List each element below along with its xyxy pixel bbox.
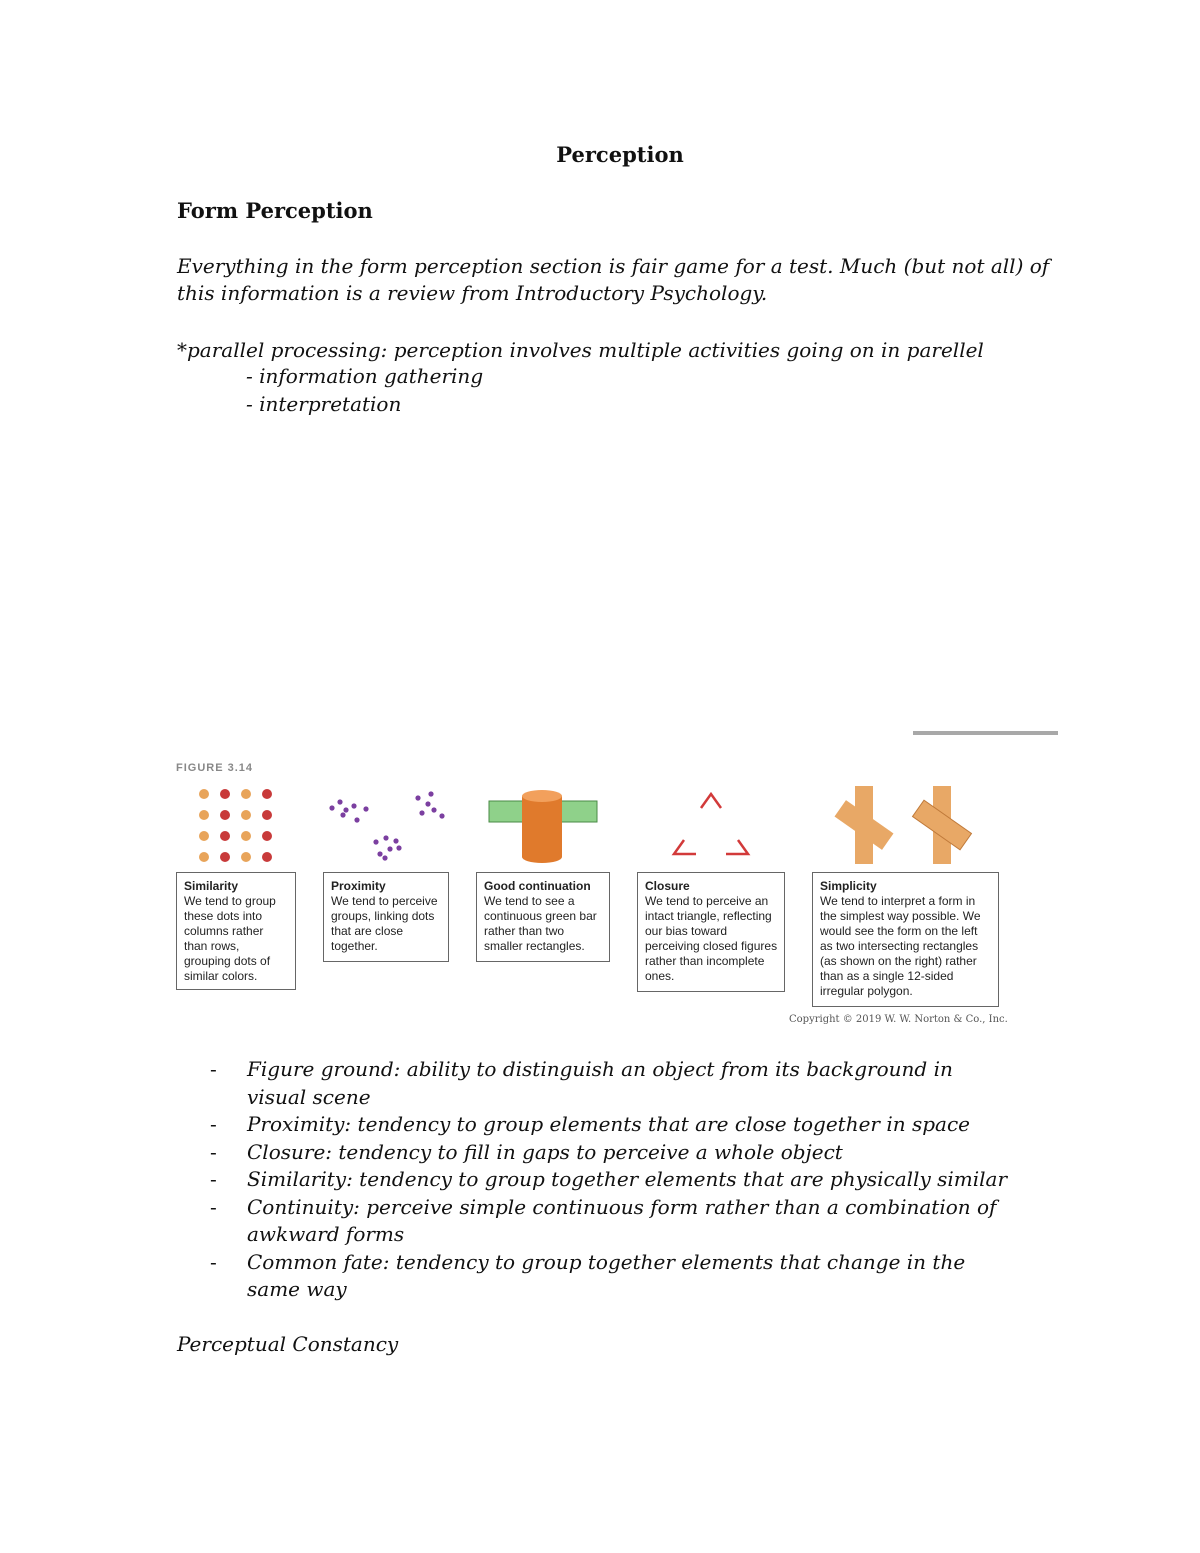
- figure-box-similarity: [176, 872, 296, 990]
- similarity-dot: [262, 810, 272, 820]
- box-heading: Simplicity: [820, 879, 877, 893]
- bullet-marker: -: [210, 1057, 217, 1081]
- similarity-dot: [241, 852, 251, 862]
- closure-triangle-fragments: [674, 794, 748, 854]
- proximity-dot: [363, 806, 368, 811]
- similarity-dot: [199, 852, 209, 862]
- list-item-text: Closure: tendency to fill in gaps to perceive a whole object: [247, 1139, 843, 1164]
- box-heading: Good continuation: [484, 879, 591, 893]
- proximity-dot: [387, 846, 392, 851]
- box-heading: Proximity: [331, 879, 386, 893]
- list-item-text: Proximity: tendency to group elements that are close together in space: [247, 1112, 971, 1136]
- proximity-dot: [393, 838, 398, 843]
- box-text: We tend to see a continuous green bar rather than two smaller rectangles.: [484, 894, 597, 953]
- proximity-dot: [329, 805, 334, 810]
- similarity-dot: [220, 810, 230, 820]
- similarity-dot: [199, 810, 209, 820]
- list-item: [210, 1249, 1010, 1304]
- figure-box-simplicity: [812, 872, 999, 1007]
- proximity-dots: [329, 791, 444, 860]
- good-continuation-shape: [489, 790, 597, 863]
- figure-box-good-continuation: [476, 872, 610, 962]
- similarity-dot: [220, 831, 230, 841]
- similarity-dot: [262, 852, 272, 862]
- proximity-dot: [382, 855, 387, 860]
- proximity-dot: [428, 791, 433, 796]
- proximity-dot: [419, 810, 424, 815]
- proximity-dot: [425, 801, 430, 806]
- figure-box-closure: [637, 872, 785, 992]
- list-item: [210, 1166, 1010, 1194]
- list-item: [210, 1111, 1010, 1139]
- box-text: We tend to group these dots into columns rather than rows, grouping dots of similar colors.: [184, 894, 276, 983]
- list-item: [210, 1194, 1010, 1249]
- proximity-dot: [340, 812, 345, 817]
- similarity-dot: [199, 831, 209, 841]
- parallel-item-2: - interpretation: [246, 392, 402, 416]
- similarity-dot: [262, 789, 272, 799]
- proximity-dot: [373, 839, 378, 844]
- proximity-dot: [354, 817, 359, 822]
- proximity-dot: [377, 851, 382, 856]
- list-item-text: Figure ground: ability to distinguish an object from its background in visual scene: [247, 1057, 953, 1109]
- proximity-dot: [396, 845, 401, 850]
- parallel-item-1: - information gathering: [246, 364, 484, 388]
- proximity-dot: [351, 803, 356, 808]
- page-title: Perception: [556, 142, 684, 167]
- figure-copyright: Copyright © 2019 W. W. Norton & Co., Inc.: [789, 1014, 1008, 1025]
- bullet-marker: -: [210, 1194, 217, 1219]
- bullet-marker: -: [210, 1167, 217, 1191]
- box-text: We tend to perceive groups, linking dots that are close together.: [331, 894, 438, 953]
- gestalt-figure-illustrations: [170, 780, 1010, 875]
- intro-line-2: this information is a review from Introductory Psychology.: [177, 281, 768, 305]
- similarity-dot: [241, 831, 251, 841]
- proximity-dot: [415, 795, 420, 800]
- gestalt-principles-list: [210, 1056, 1010, 1304]
- proximity-dot: [337, 799, 342, 804]
- list-item-text: Common fate: tendency to group together elements that change in the same way: [247, 1249, 966, 1301]
- bullet-marker: -: [210, 1139, 217, 1164]
- similarity-dot: [241, 810, 251, 820]
- figure-label: FIGURE 3.14: [176, 762, 254, 774]
- similarity-dot: [220, 789, 230, 799]
- list-item: [210, 1056, 1010, 1111]
- proximity-dot: [343, 807, 348, 812]
- section-heading: Form Perception: [177, 198, 373, 223]
- similarity-dot: [241, 789, 251, 799]
- proximity-dot: [431, 807, 436, 812]
- intro-line-1: Everything in the form perception section is fair game for a test. Much (but not all) of: [177, 254, 1050, 278]
- subsection-heading: Perceptual Constancy: [177, 1332, 399, 1356]
- bullet-marker: -: [210, 1249, 217, 1274]
- simplicity-shapes: [835, 786, 972, 864]
- proximity-dot: [383, 835, 388, 840]
- box-text: We tend to interpret a form in the simplest way possible. We would see the form on the left as two intersecting rectangles (as shown on the right) rather than as a single 12-sided irregular polygon.: [820, 894, 981, 998]
- box-heading: Closure: [645, 879, 690, 893]
- proximity-dot: [439, 813, 444, 818]
- list-item-text: Similarity: tendency to group together elements that are physically similar: [247, 1167, 1008, 1191]
- similarity-dot: [199, 789, 209, 799]
- list-item-text: Continuity: perceive simple continuous form rather than a combination of awkward forms: [247, 1194, 997, 1246]
- figure-box-proximity: [323, 872, 449, 962]
- similarity-dot: [262, 831, 272, 841]
- list-item: [210, 1139, 1010, 1167]
- similarity-dots: [199, 789, 272, 862]
- parallel-processing-line: *parallel processing: perception involves multiple activities going on in parellel: [177, 338, 984, 362]
- box-text: We tend to perceive an intact triangle, reflecting our bias toward perceiving closed figures rather than incomplete ones.: [645, 894, 778, 983]
- similarity-dot: [220, 852, 230, 862]
- bullet-marker: -: [210, 1112, 217, 1136]
- box-heading: Similarity: [184, 879, 239, 893]
- figure-top-rule: [913, 731, 1058, 735]
